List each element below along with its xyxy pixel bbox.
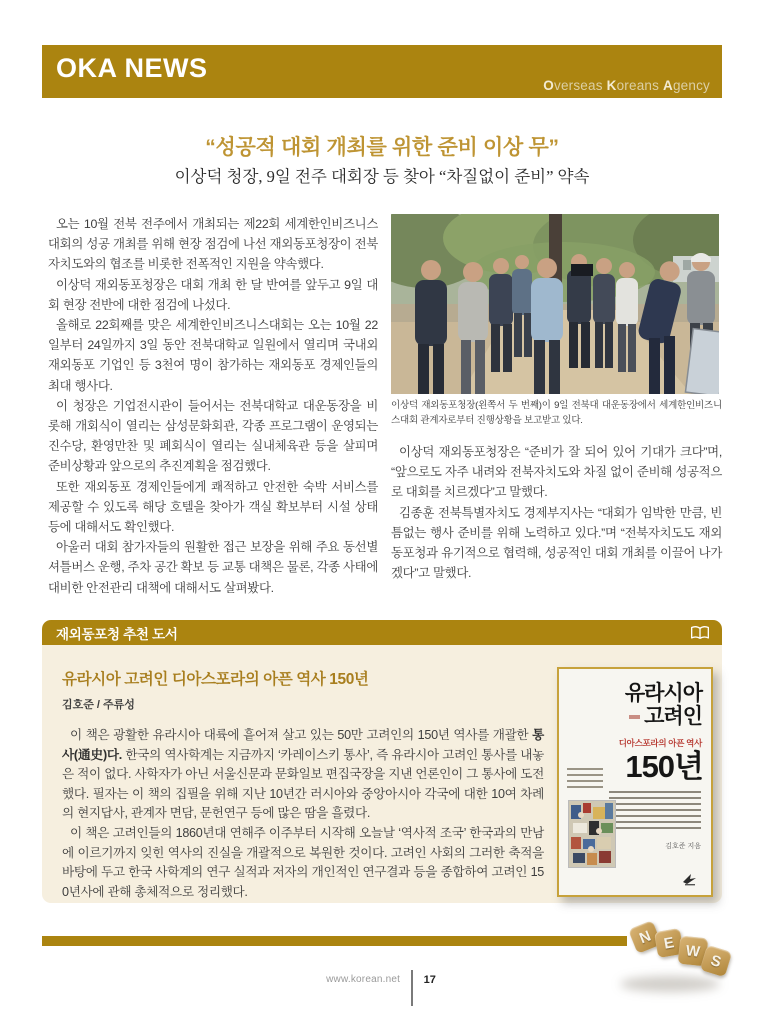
article-right-paragraphs (391, 442, 722, 583)
site-inspection-photo (391, 214, 719, 394)
book-cover-title: 유라시아 고려인 (624, 682, 702, 728)
masthead-agency-label (543, 78, 710, 93)
masthead (42, 45, 722, 98)
cover-blurb-lines (609, 791, 701, 833)
book-cover-subtitle: 디아스포라의 아픈 역사 (618, 738, 702, 749)
masthead-title: OKA NEWS (56, 53, 208, 83)
agency-word: gency (672, 78, 710, 93)
book-review-paragraphs (62, 726, 544, 902)
news-block-s: S (700, 945, 732, 977)
book-section-header-bar (42, 620, 722, 645)
article-paragraph: 올해로 22회째를 맞은 세계한인비즈니스대회는 오는 10월 22일부터 24일까지 3일 동안 전북대학교 일원에서 열리며 국내외 재외동포 기업인 등 3천여 명이 참가하는 재외동포 경제인들의 최대 행사다. (48, 318, 378, 393)
article-paragraph: 오는 10월 전북 전주에서 개최되는 제22회 세계한인비즈니스대회의 성공 개최를 위해 현장 점검에 나선 재외동포청장이 전북자치도와의 협조를 비롯한 전폭적인 지원을 약속했다. (48, 217, 378, 272)
article-body (48, 214, 722, 598)
page-footer (0, 970, 762, 1006)
agency-initial: O (543, 78, 554, 93)
agency-word: verseas (554, 78, 603, 93)
article-paragraph: 이상덕 재외동포청장은 대회 개최 한 달 반여를 앞두고 9일 대회 현장 전반에 대한 점검에 나섰다. (48, 277, 378, 312)
article-paragraph: 이상덕 재외동포청장은 “준비가 잘 되어 있어 기대가 크다”며, “앞으로도 자주 내려와 전북자치도와 차질 없이 준비해 성공적으로 대회를 치르겠다”고 말했다. (391, 445, 722, 500)
book-review-text (62, 667, 544, 902)
news-block-n: N (628, 920, 662, 954)
article-headline: “성공적 대회 개최를 위한 준비 이상 무” (205, 136, 559, 159)
book-cover-image (557, 667, 713, 897)
article-paragraph: 김종훈 전북특별자치도 경제부지사는 “대회가 임박한 만큼, 빈틈없는 행사 준비를 위해 노력하고 있다.”며 “전북자치도도 재외동포청과 유기적으로 협력해, 성공적인 대회 개최를 이끌어 나가겠다”고 말했다. (391, 505, 722, 581)
recommended-book-section (42, 620, 722, 903)
book-author: 김호준 / 주류성 (62, 699, 135, 711)
article-photo-figure (391, 214, 722, 428)
open-book-icon (690, 625, 710, 640)
book-paragraph: 이 책은 고려인들의 1860년대 연해주 이주부터 시작해 오늘날 ‘역사적 조국’ 한국과의 만남에 이르기까지 잊힌 역사의 진실을 개괄적으로 복원한 것이다. 고려인 사회의 그러한 축적을 바탕에 두고 한국 사학계의 연구 실적과 저자의 개인적인 연구결과 등을 종합하여 고려인 150년사에 관해 총체적으로 정리했다. (62, 825, 544, 899)
footer-divider (411, 970, 413, 1006)
book-paragraph: 이 책은 광활한 유라시아 대륙에 흩어져 살고 있는 50만 고려인의 150년 역사를 개괄한 통사(通史)다. 한국의 역사학계는 지금까지 ‘카레이스키 통사’, 즉 유라시아 고려인 통사를 내놓은 적이 없다. 사학자가 아닌 서울신문과 문화일보 편집국장을 지낸 언론인이 그 통사에 도전했다. 필자는 이 책의 집필을 위해 지난 10년간 러시아와 중앙아시아 각국에 대한 10여 차례의 현지답사, 관계자 면담, 문헌연구 등에 많은 땀을 흘렸다. (62, 728, 544, 821)
agency-word: oreans (616, 78, 660, 93)
article-right-column (391, 214, 722, 598)
book-section-body (42, 645, 722, 903)
page-number: 17 (423, 974, 436, 986)
bottom-gold-rule (42, 936, 627, 946)
footer-url: www.korean.net (326, 974, 401, 985)
article-subheadline: 이상덕 청장, 9일 전주 대회장 등 찾아 “차질없이 준비” 약속 (174, 167, 590, 186)
article-left-column (48, 214, 378, 598)
cover-side-notes (567, 768, 603, 792)
photo-caption: 이상덕 재외동포청장(왼쪽서 두 번째)이 9일 전북대 대운동장에서 세계한인비즈니스대회 관계자로부터 진행상황을 보고받고 있다. (391, 400, 722, 426)
book-title: 유라시아 고려인 디아스포라의 아픈 역사 150년 (62, 671, 369, 688)
book-cover-author-credit: 김호준 지음 (665, 843, 701, 850)
news-block-e: E (654, 928, 684, 958)
article-paragraph: 또한 재외동포 경제인들에게 쾌적하고 안전한 숙박 서비스를 제공할 수 있도록 해당 호텔을 찾아가 객실 확보부터 시설 상태 등에 대해서도 확인했다. (48, 479, 378, 535)
cover-edition-mark (629, 715, 640, 719)
book-cover-150: 150년 (625, 749, 703, 785)
agency-initial: K (606, 78, 617, 93)
bold-term: 통사(通史)다. (62, 728, 544, 762)
article-paragraph: 아울러 대회 참가자들의 원활한 접근 보장을 위해 주요 동선별 셔틀버스 운행, 주차 공간 확보 등 교통 대책은 물론, 각종 사태에 대비한 안전관리 대책에 대해서도 살펴봤다. (48, 540, 378, 595)
book-section-title: 재외동포청 추천 도서 (56, 626, 178, 642)
article-paragraph: 이 청장은 기업전시관이 들어서는 전북대학교 대운동장을 비롯해 개회식이 열리는 삼성문화회관, 각종 프로그램이 운영되는 진수당, 환영만찬 및 폐회식이 열리는 실내체육관 등을 살피며 준비상황과 앞으로의 추진계획을 점검했다. (48, 398, 378, 474)
agency-initial: A (663, 78, 673, 93)
publisher-logo (679, 872, 699, 886)
cover-painting (569, 801, 615, 867)
news-block-w: W (678, 936, 709, 967)
